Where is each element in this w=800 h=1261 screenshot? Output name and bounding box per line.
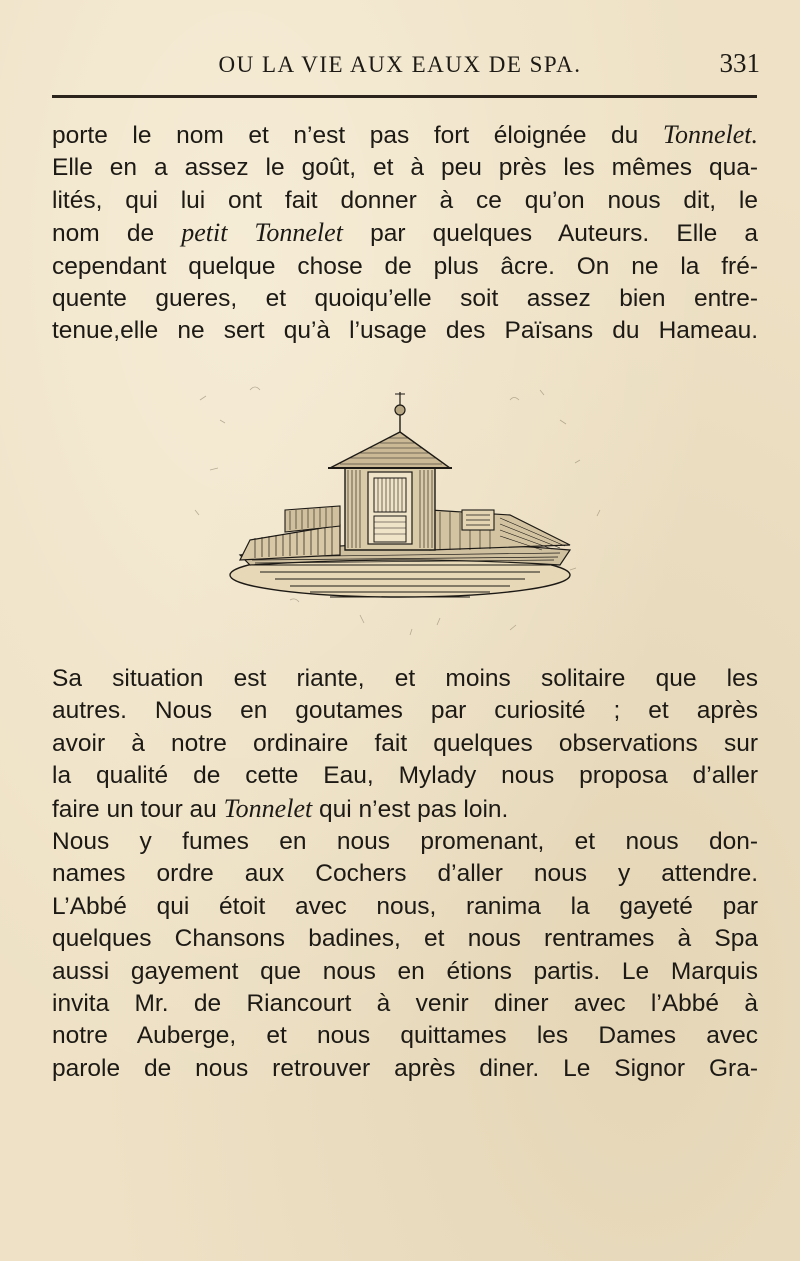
paragraph-line: Elle en a assez le goût, et à peu près les mêmes qua- <box>52 154 758 182</box>
paragraph-line: quelques Chansons badines, et nous rentrames à Spa <box>52 925 758 953</box>
paragraph-2 <box>52 663 758 1085</box>
paragraph-line: L’Abbé qui étoit avec nous, ranima la gayeté par <box>52 892 758 920</box>
paragraph-line: cependant quelque chose de plus âcre. On ne la fré- <box>52 252 758 280</box>
paragraph-line: quente gueres, et quoiqu’elle soit assez bien entre- <box>52 285 758 313</box>
spring-pavilion-engraving-icon <box>180 360 620 650</box>
paragraph-line: avoir à notre ordinaire fait quelques observations sur <box>52 729 758 757</box>
header-rule <box>52 95 757 98</box>
running-head <box>0 46 800 86</box>
paragraph-line: tenue,elle ne sert qu’à l’usage des Païsans du Hameau. <box>52 317 758 345</box>
paragraph-line: la qualité de cette Eau, Mylady nous proposa d’aller <box>52 762 758 790</box>
paragraph-line: porte le nom et n’est pas fort éloignée du Tonnelet. <box>52 120 758 149</box>
page-number: 331 <box>719 48 760 78</box>
paragraph-line: Sa situation est riante, et moins solitaire que les <box>52 665 758 692</box>
paragraph-line: Nous y fumes en nous promenant, et nous don- <box>52 828 758 856</box>
paragraph-line: faire un tour au Tonnelet qui n’est pas loin. <box>52 793 509 823</box>
paragraph-line: invita Mr. de Riancourt à venir diner avec l’Abbé à <box>52 990 758 1018</box>
running-title: OU LA VIE AUX EAUX DE SPA. <box>218 52 582 77</box>
paragraph-line: lités, qui lui ont fait donner à ce qu’on nous dit, le <box>52 186 758 214</box>
paragraph-line: names ordre aux Cochers d’aller nous y attendre. <box>52 860 758 888</box>
paragraph-line: autres. Nous en goutames par curiosité ; et après <box>52 697 758 725</box>
paragraph-line: parole de nous retrouver après diner. Le Signor Gra- <box>52 1054 758 1082</box>
paragraph-line: nom de petit Tonnelet par quelques Auteurs. Elle a <box>52 218 759 248</box>
paragraph-line: aussi gayement que nous en étions partis. Le Marquis <box>52 957 758 985</box>
paragraph-line: notre Auberge, et nous quittames les Dames avec <box>52 1022 758 1050</box>
paragraph-1 <box>52 119 758 348</box>
